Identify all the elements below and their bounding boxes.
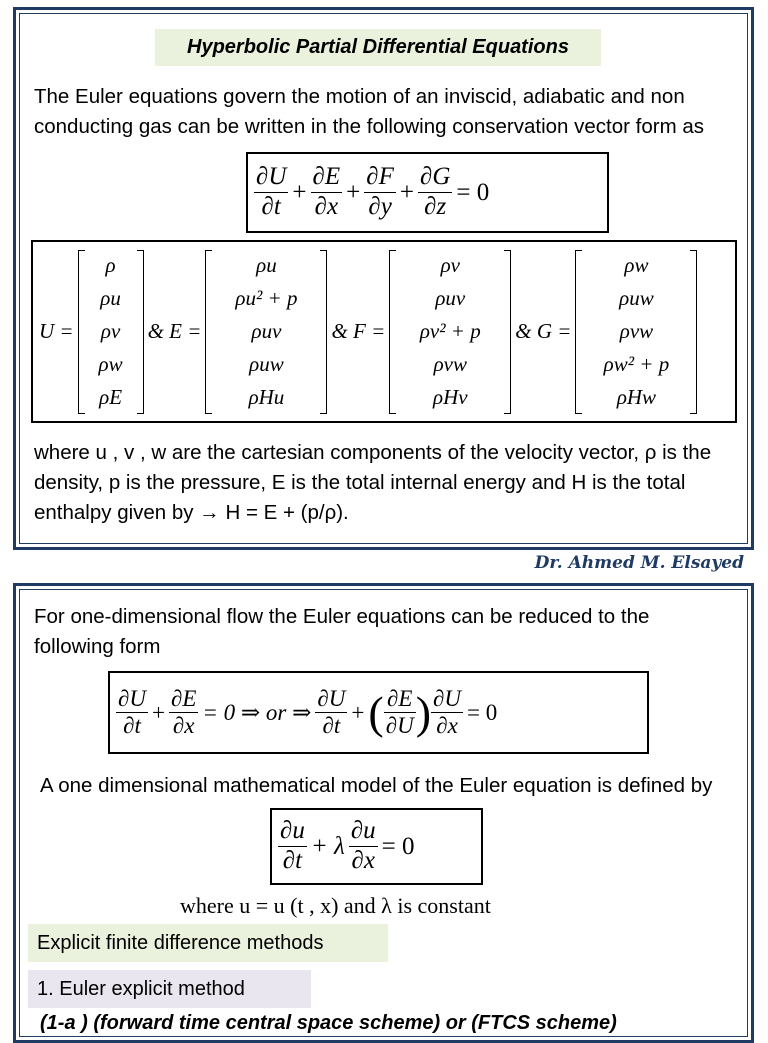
vector-entry: ρvw xyxy=(619,318,654,343)
du-dx-fraction: $\frac{\partial u}{\partial x}$ xyxy=(350,817,376,874)
left-paren: ( xyxy=(368,686,384,738)
right-paren: ) xyxy=(415,686,432,738)
vector-G-label: & G = xyxy=(515,319,572,343)
vector-entry: ρHu xyxy=(248,384,285,409)
euler-explicit-method-label: 1. Euler explicit method xyxy=(28,970,311,1008)
vector-entry: ρvw xyxy=(433,351,467,376)
model-equation-box xyxy=(270,808,483,885)
vector-E xyxy=(205,250,327,414)
flux-vectors-box xyxy=(31,240,737,423)
variable-description-text: where u , v , w are the cartesian components of the velocity vector, ρ is the density, p is the pressure, E is the total internal energy and H is the total enthalpy given by → H = E + (p/ρ). xyxy=(34,441,712,524)
equals-zero: = 0 xyxy=(456,178,490,206)
vector-entry: ρv² + p xyxy=(419,318,481,343)
vector-E-label: & E = xyxy=(147,319,202,343)
vector-entry: ρuv xyxy=(251,318,282,343)
one-dimensional-euler-equation-box xyxy=(108,671,649,754)
conservation-equation-box xyxy=(246,152,609,233)
dF-dy-fraction: $\frac{\partial F}{\partial y}$ xyxy=(366,163,394,220)
dU-dt-fraction: $\frac{\partial U}{\partial t}$ xyxy=(256,163,287,220)
vector-entry: ρv xyxy=(100,318,121,343)
vector-entry: ρHv xyxy=(432,384,468,409)
vector-entry: ρuv xyxy=(435,286,466,311)
vector-entry: ρE xyxy=(99,384,123,409)
dU-dx-fraction: $\frac{\partial U}{\partial x}$ xyxy=(433,685,461,738)
plus-lambda: + λ xyxy=(310,832,345,860)
vector-entry: ρw xyxy=(624,253,649,278)
vector-U-label: U = xyxy=(39,319,74,343)
vector-U xyxy=(78,250,144,414)
plus-sign: + xyxy=(346,178,361,206)
plus-sign: + xyxy=(292,178,307,206)
dE-dx-fraction: $\frac{\partial E}{\partial x}$ xyxy=(312,163,341,220)
dG-dz-fraction: $\frac{\partial G}{\partial z}$ xyxy=(420,163,451,220)
vector-G xyxy=(575,250,697,414)
vector-entry: ρu xyxy=(256,253,277,278)
vector-F xyxy=(389,250,511,414)
one-dimensional-intro-text: For one-dimensional flow the Euler equations can be reduced to the following form xyxy=(34,605,650,658)
vector-entry: ρw xyxy=(98,351,123,376)
dU-dt-fraction: $\frac{\partial U}{\partial t}$ xyxy=(118,685,146,738)
explicit-methods-heading: Explicit finite difference methods xyxy=(28,924,388,962)
plus-sign: + xyxy=(151,699,165,725)
implies-or-text: = 0 ⇒ or ⇒ xyxy=(202,699,312,725)
plus-sign: + xyxy=(351,699,365,725)
vector-entry: ρ xyxy=(105,253,116,278)
vector-entry: ρHw xyxy=(616,384,657,409)
vector-entry: ρuw xyxy=(249,351,284,376)
vector-entry: ρuw xyxy=(619,286,654,311)
euler-intro-text: The Euler equations govern the motion of an inviscid, adiabatic and non conducting gas can be written in the following conservation vector form as xyxy=(34,85,705,138)
dU-dt-fraction: $\frac{\partial U}{\partial t}$ xyxy=(317,685,346,738)
du-dt-fraction: $\frac{\partial u}{\partial t}$ xyxy=(280,817,305,874)
ftcs-scheme-text: (1-a ) (forward time central space scheme) or (FTCS scheme) xyxy=(40,1012,617,1034)
author-signature: Dr. Ahmed M. Elsayed xyxy=(534,553,744,573)
vector-entry: ρu² + p xyxy=(235,286,298,311)
where-constant-text: where u = u (t , x) and λ is constant xyxy=(180,893,491,918)
vector-F-label: & F = xyxy=(331,319,386,343)
vector-entry: ρv xyxy=(440,253,460,278)
vector-entry: ρu xyxy=(100,286,121,311)
plus-sign: + xyxy=(399,178,414,206)
slide-title: Hyperbolic Partial Differential Equations xyxy=(155,29,601,66)
model-description-text: A one dimensional mathematical model of the Euler equation is defined by xyxy=(40,774,713,797)
equals-zero: = 0 xyxy=(467,699,498,725)
vector-entry: ρw² + p xyxy=(603,351,670,376)
dE-dx-fraction: $\frac{\partial E}{\partial x}$ xyxy=(170,685,197,738)
equals-zero: = 0 xyxy=(381,832,415,860)
dE-dU-fraction: $\frac{\partial E}{\partial U}$ xyxy=(385,685,414,738)
